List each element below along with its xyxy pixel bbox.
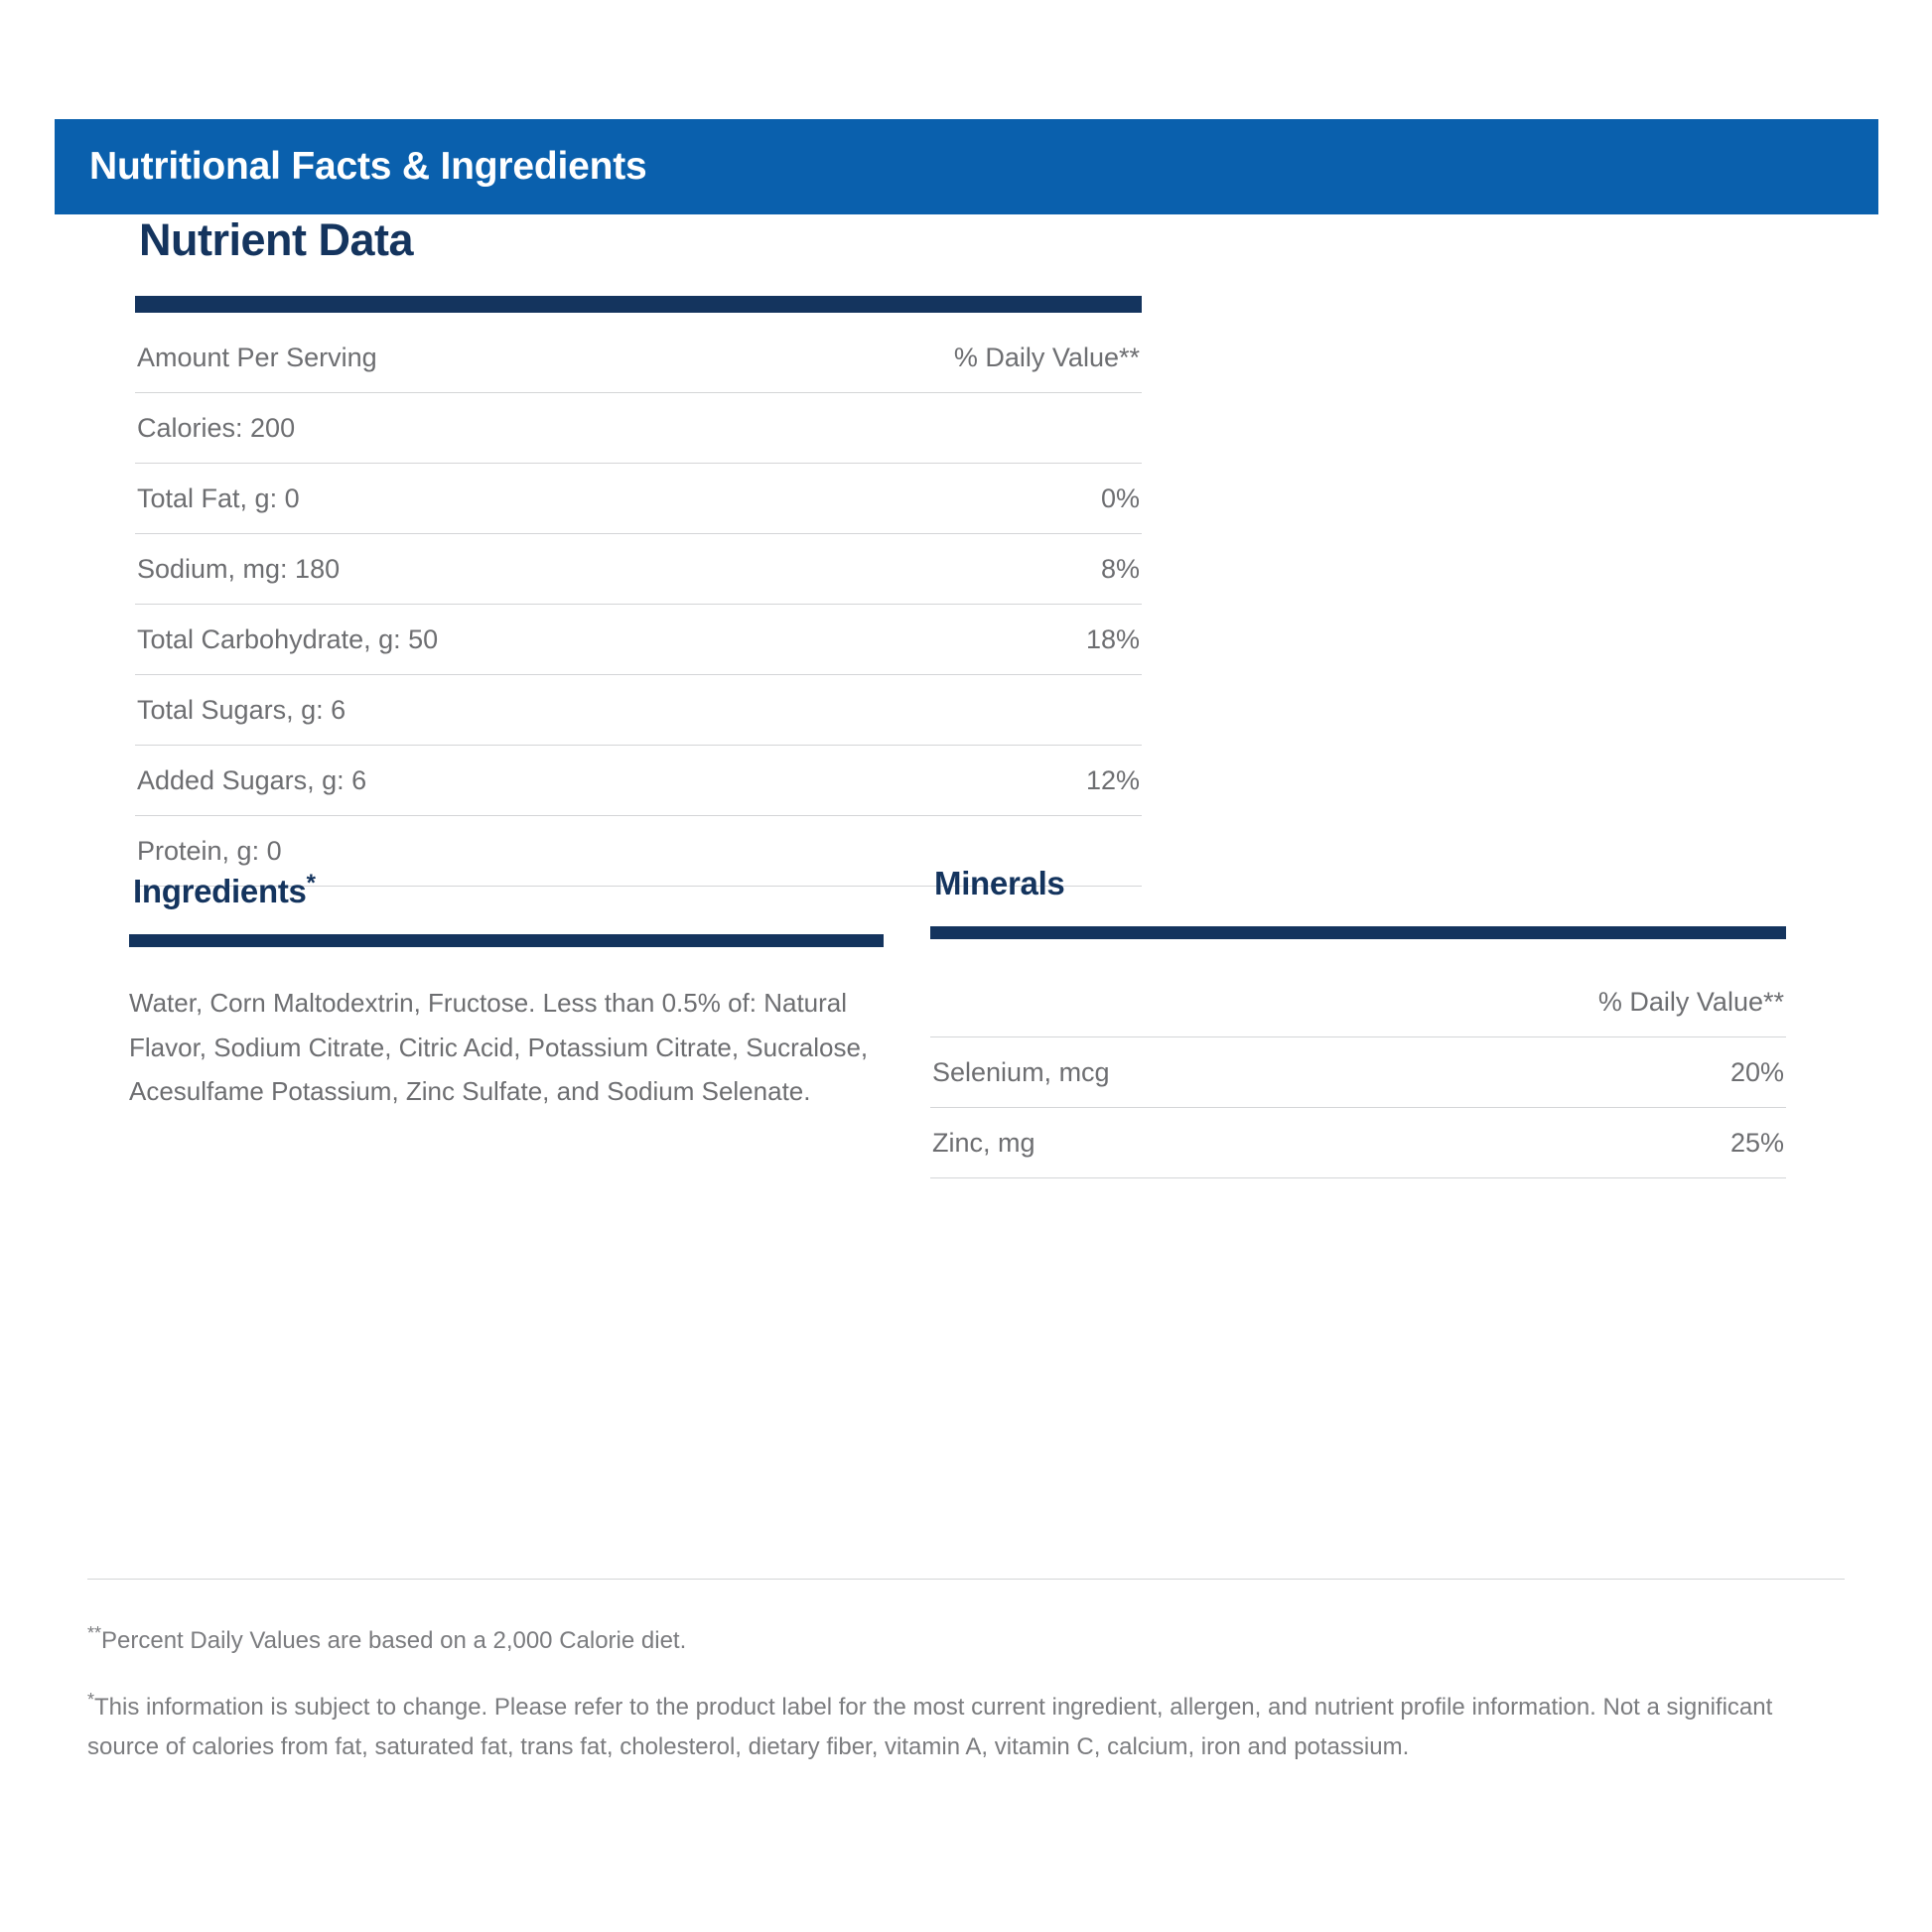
nutrient-data-section bbox=[135, 214, 1142, 887]
footnote-daily-value-text: Percent Daily Values are based on a 2,000 Calorie diet. bbox=[101, 1627, 687, 1654]
ingredients-section bbox=[129, 870, 884, 1114]
column-header-daily-value: % Daily Value** bbox=[1348, 961, 1786, 1037]
nutrient-data-heading: Nutrient Data bbox=[139, 214, 414, 265]
table-row bbox=[135, 746, 1142, 816]
ingredients-text: Water, Corn Maltodextrin, Fructose. Less than 0.5% of: Natural Flavor, Sodium Citrate, Citric Acid, Potassium Citrate, Sucralose, Acesulfame Potassium, Zinc Sulfate, and Sodium Selenate. bbox=[129, 988, 869, 1107]
page-header-bar bbox=[55, 119, 1878, 214]
mineral-label: Selenium, mcg bbox=[930, 1037, 1348, 1108]
nutrient-label: Total Carbohydrate, g: 50 bbox=[135, 605, 756, 675]
footnote-divider bbox=[87, 1579, 1845, 1580]
minerals-header-blank bbox=[930, 961, 1348, 1037]
mineral-label: Zinc, mg bbox=[930, 1108, 1348, 1178]
table-row bbox=[930, 1037, 1786, 1108]
nutrient-value: 8% bbox=[756, 534, 1142, 605]
footnote-disclaimer-marker: * bbox=[87, 1690, 95, 1711]
mineral-value: 20% bbox=[1348, 1037, 1786, 1108]
nutrient-value bbox=[756, 675, 1142, 746]
table-header-row bbox=[930, 961, 1786, 1037]
mineral-value: 25% bbox=[1348, 1108, 1786, 1178]
nutrient-label: Sodium, mg: 180 bbox=[135, 534, 756, 605]
table-row bbox=[135, 464, 1142, 534]
column-header-amount: Amount Per Serving bbox=[135, 313, 756, 393]
nutrient-value: 0% bbox=[756, 464, 1142, 534]
table-row bbox=[135, 675, 1142, 746]
nutrient-label: Calories: 200 bbox=[135, 393, 756, 464]
ingredients-heading bbox=[133, 870, 884, 910]
footnote-daily-value bbox=[87, 1619, 1845, 1660]
table-row bbox=[930, 1108, 1786, 1178]
footnote-disclaimer bbox=[87, 1686, 1845, 1766]
table-row bbox=[135, 605, 1142, 675]
footnote-daily-value-marker: ** bbox=[87, 1623, 102, 1643]
ingredients-heading-marker: * bbox=[306, 870, 316, 897]
nutrient-value bbox=[756, 393, 1142, 464]
footnotes-section bbox=[87, 1579, 1845, 1792]
nutrient-data-table bbox=[135, 313, 1142, 887]
table-row bbox=[135, 393, 1142, 464]
minerals-section bbox=[930, 865, 1786, 1178]
ingredients-divider bbox=[129, 934, 884, 947]
nutrient-label: Protein, g: 0 bbox=[135, 816, 756, 887]
page-title: Nutritional Facts & Ingredients bbox=[89, 145, 647, 188]
nutrient-label: Total Fat, g: 0 bbox=[135, 464, 756, 534]
nutrient-label: Added Sugars, g: 6 bbox=[135, 746, 756, 816]
nutrient-label: Total Sugars, g: 6 bbox=[135, 675, 756, 746]
footnote-disclaimer-text: This information is subject to change. Please refer to the product label for the most current ingredient, allergen, and nutrient profile information. Not a significant source of calories from fat, saturated fat, trans fat, cholesterol, dietary fiber, vitamin A, vitamin C, calcium, iron and potassium. bbox=[87, 1694, 1773, 1760]
minerals-heading: Minerals bbox=[934, 865, 1065, 901]
minerals-table bbox=[930, 961, 1786, 1178]
table-row bbox=[135, 534, 1142, 605]
nutrient-data-divider bbox=[135, 296, 1142, 313]
minerals-divider bbox=[930, 926, 1786, 939]
ingredients-heading-text: Ingredients bbox=[133, 873, 307, 909]
nutrient-value: 12% bbox=[756, 746, 1142, 816]
column-header-daily-value: % Daily Value** bbox=[756, 313, 1142, 393]
nutrient-value: 18% bbox=[756, 605, 1142, 675]
table-header-row bbox=[135, 313, 1142, 393]
